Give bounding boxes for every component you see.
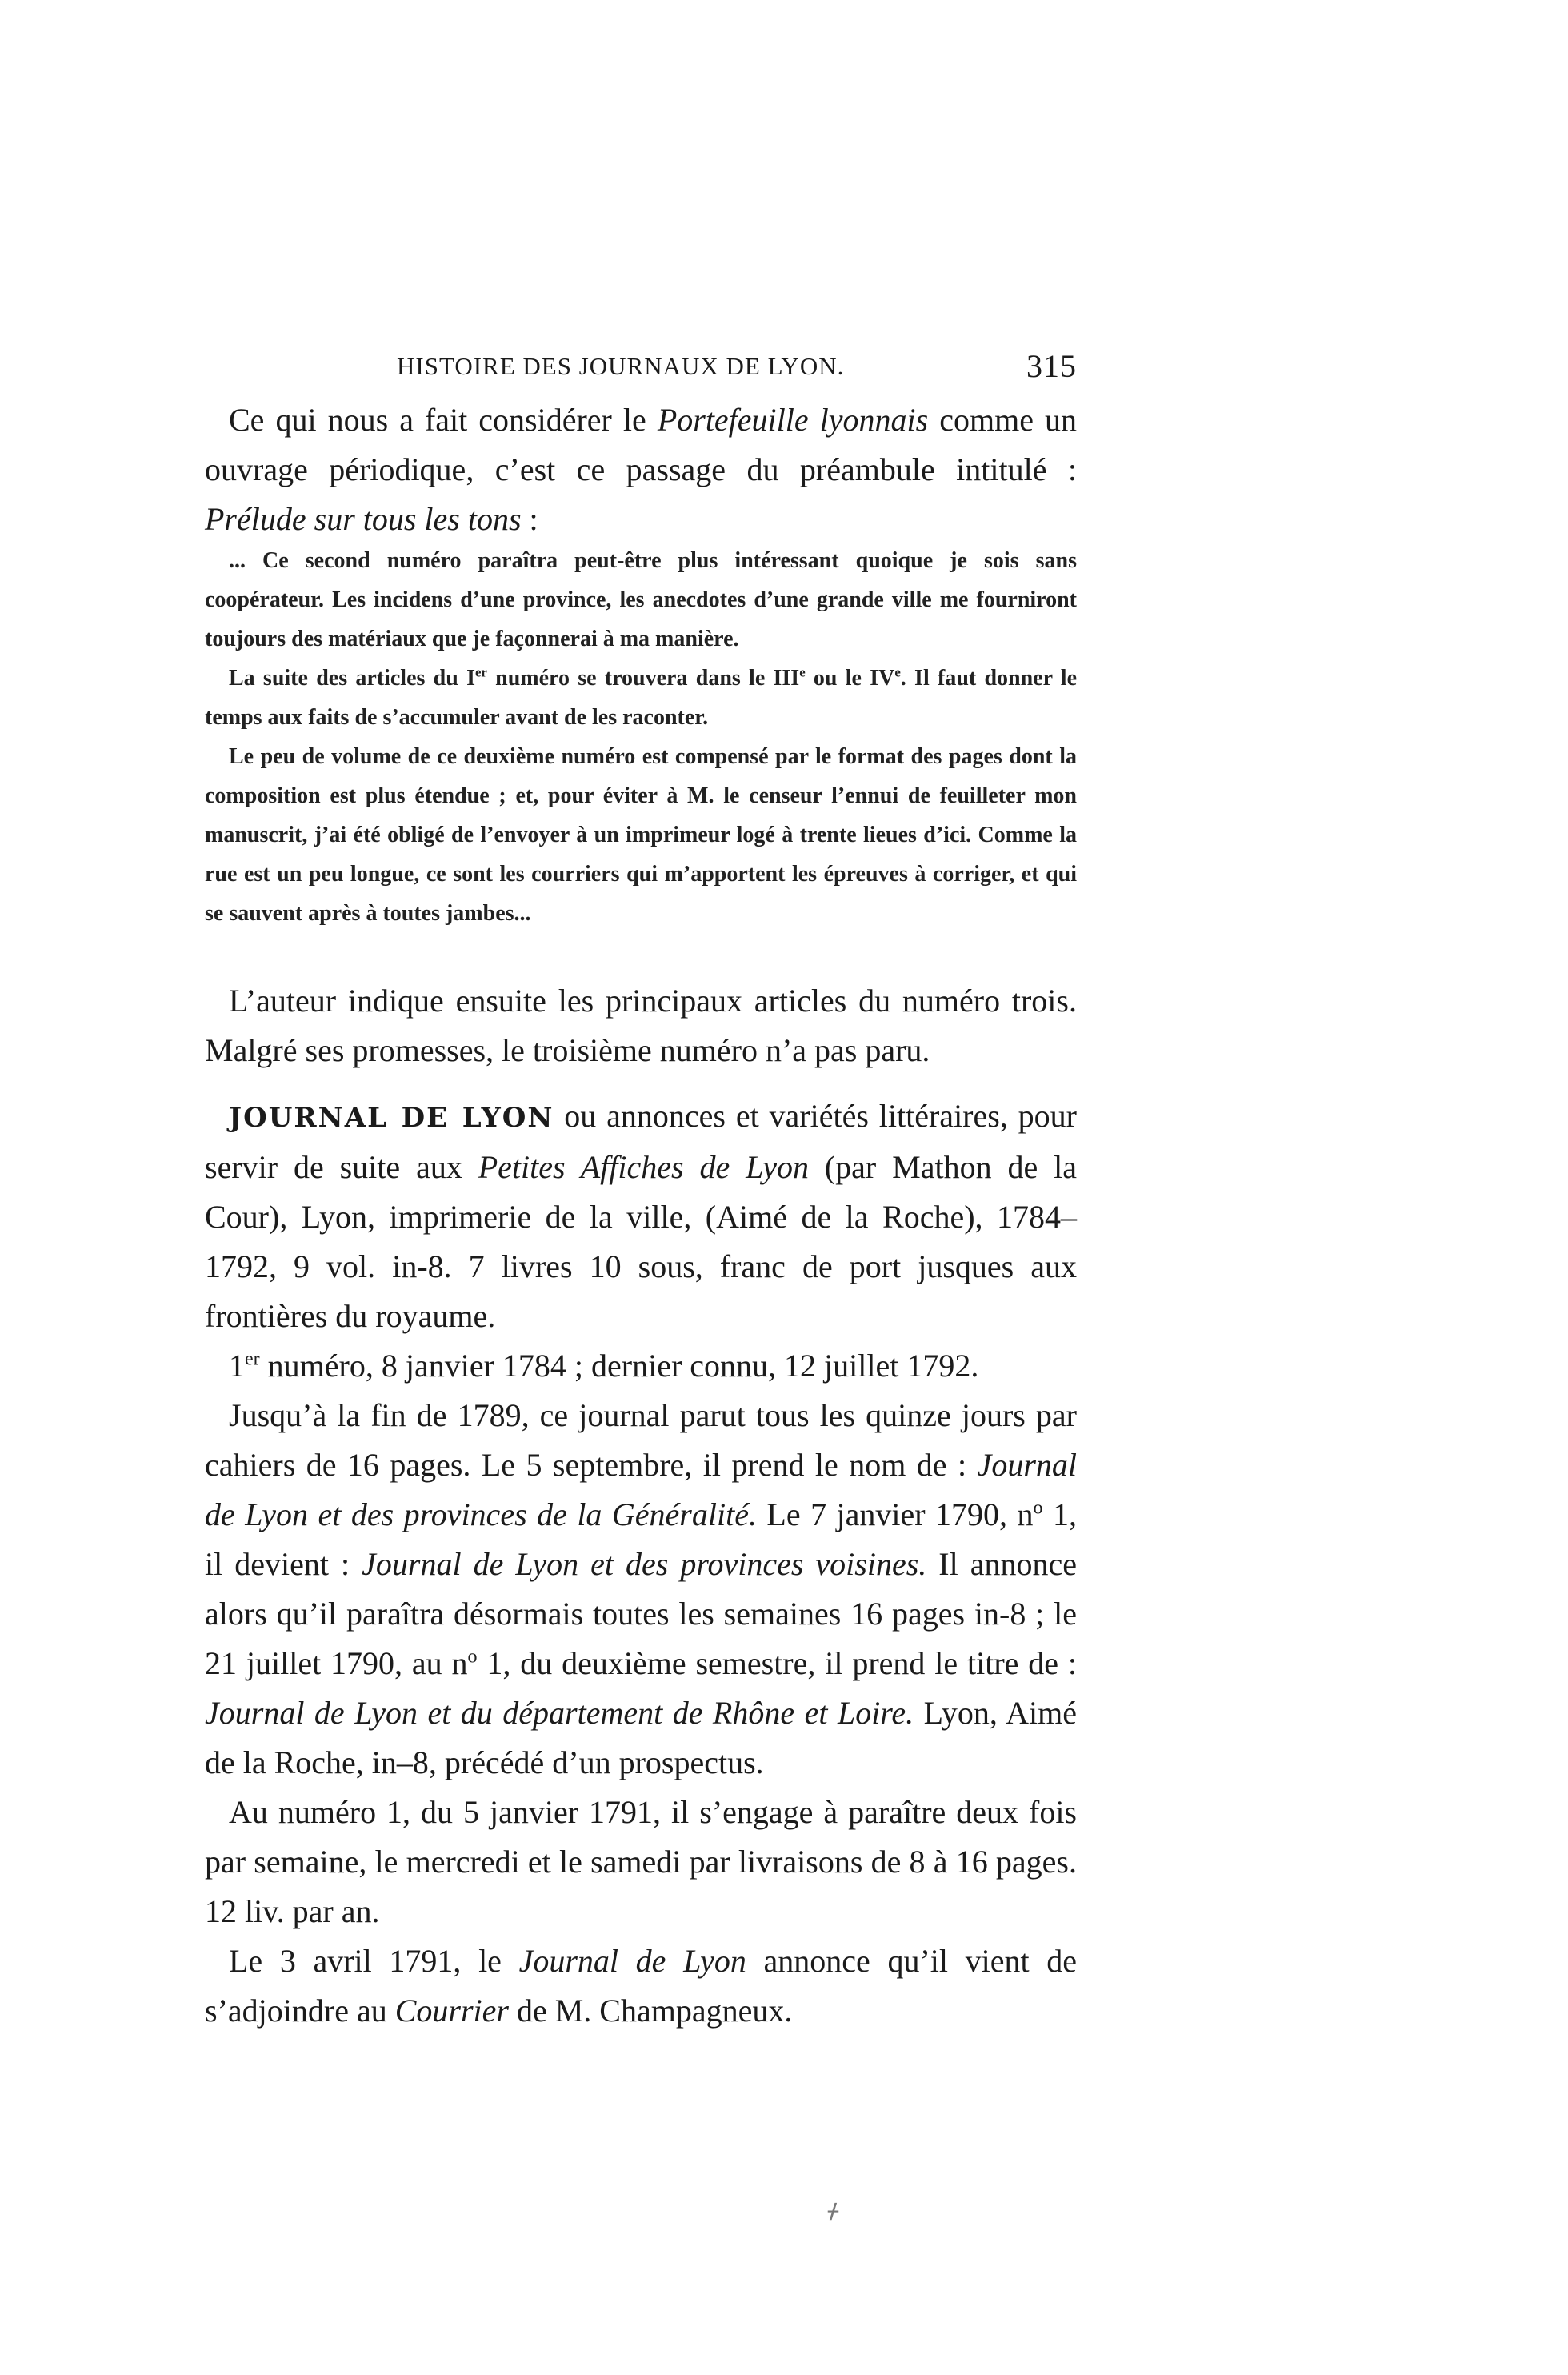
footer-mark: ᚋ bbox=[828, 2199, 838, 2222]
quote-paragraph-3: Le peu de volume de ce deuxième numéro est compensé par le format des pages dont la composition est plus étendue ; et, pour éviter à M. le censeur l’ennui de feuilleter mon manuscrit, j’ai été obligé de l’envoyer à un imprimeur logé à trente lieues d’ici. Comme la rue est un peu longue, ce sont les courriers qui m’apportent les épreuves à corriger, et qui se sauvent après à toutes jambes... bbox=[205, 744, 1077, 926]
quote-2-text-a: La suite des articles du I bbox=[229, 666, 475, 691]
entry-1-text-a: ou annonces et variétés littéraires, pour servir de suite aux bbox=[205, 1098, 1077, 1185]
quote-2-sup-3: e bbox=[894, 664, 901, 680]
quotation-block bbox=[205, 541, 1077, 933]
entry-3-sup-2: o bbox=[467, 1646, 478, 1668]
intro-italic-2: Prélude sur tous les tons bbox=[205, 501, 522, 537]
entry-3-text-d: Il annonce alors qu’il paraîtra désormais toutes les semaines 16 pages in-8 ; le 21 juillet 1790, au n bbox=[205, 1546, 1078, 1681]
intro-italic-1: Portefeuille lyonnais bbox=[657, 402, 929, 438]
entry-paragraph-1 bbox=[205, 1091, 1077, 1341]
entry-2-sup: er bbox=[245, 1348, 260, 1370]
after-quote-text: L’auteur indique ensuite les principaux articles du numéro trois. Malgré ses promesses, le troisième numéro n’a pas paru. bbox=[205, 983, 1077, 1068]
quote-2-sup-2: e bbox=[799, 664, 806, 680]
after-quote-paragraph bbox=[205, 976, 1077, 1075]
page-number: 315 bbox=[1026, 348, 1077, 384]
entry-5-italic-1: Journal de Lyon bbox=[518, 1943, 746, 1979]
entry-paragraph-3 bbox=[205, 1391, 1077, 1788]
entry-3-italic-1: Journal de Lyon et des provinces de la Généralité. bbox=[205, 1447, 1077, 1532]
entry-paragraph-5 bbox=[205, 1936, 1077, 2036]
entry-5-text-a: Le 3 avril 1791, le bbox=[229, 1943, 519, 1979]
entry-1-italic: Petites Affiches de Lyon bbox=[478, 1149, 809, 1185]
intro-text-1: Ce qui nous a fait considérer le bbox=[229, 402, 658, 438]
quote-paragraph-1: ... Ce second numéro paraîtra peut-être plus intéressant quoique je sois sans coopérateur. Les incidens d’une province, les anecdotes d’une grande ville me fourniront toujours des matériaux que je façonnerai à ma manière. bbox=[205, 548, 1077, 651]
journal-entry bbox=[205, 1091, 1077, 2036]
entry-title: JOURNAL DE LYON bbox=[229, 1102, 554, 1134]
entry-3-italic-3: Journal de Lyon et du département de Rhône et Loire. bbox=[205, 1695, 914, 1731]
running-title: HISTOIRE DES JOURNAUX DE LYON. bbox=[397, 352, 845, 380]
quote-paragraph-2 bbox=[205, 659, 1077, 737]
entry-5-text-c: de M. Champagneux. bbox=[508, 1993, 793, 2029]
entry-3-text-c: 1, il devient : bbox=[205, 1496, 1077, 1582]
entry-5-italic-2: Courrier bbox=[394, 1993, 509, 2029]
entry-paragraph-2 bbox=[205, 1341, 1077, 1391]
entry-1-text-b: (par Mathon de la Cour), Lyon, imprimerie de la ville, (Aimé de la Roche), 1784–1792, 9 vol. in-8. 7 livres 10 sous, franc de port jusques aux frontières du royaume. bbox=[205, 1149, 1077, 1334]
entry-3-text-f: Lyon, Aimé de la Roche, in–8, précédé d’un prospectus. bbox=[205, 1695, 1078, 1780]
quote-2-text-b: numéro se trouvera dans le III bbox=[486, 666, 800, 691]
intro-text-2: comme un ouvrage périodique, c’est ce passage du préambule intitulé : bbox=[205, 402, 1078, 487]
entry-3-text-e: 1, du deuxième semestre, il prend le titre de : bbox=[477, 1645, 1077, 1681]
entry-5-text-b: annonce qu’il vient de s’adjoindre au bbox=[205, 1943, 1078, 2029]
quote-2-text-d: . Il faut donner le temps aux faits de s’accumuler avant de les raconter. bbox=[205, 666, 1078, 730]
entry-2-text-a: 1 bbox=[229, 1348, 245, 1384]
entry-3-text-a: Jusqu’à la fin de 1789, ce journal parut tous les quinze jours par cahiers de 16 pages. Le 5 septembre, il prend le nom de : bbox=[205, 1397, 1077, 1483]
entry-3-sup-1: o bbox=[1033, 1497, 1043, 1519]
entry-3-text-b: Le 7 janvier 1790, n bbox=[756, 1496, 1034, 1532]
entry-3-italic-2: Journal de Lyon et des provinces voisines. bbox=[362, 1546, 927, 1582]
quote-2-text-c: ou le IV bbox=[805, 666, 895, 691]
intro-text-3: : bbox=[521, 501, 538, 537]
quote-2-sup-1: er bbox=[474, 664, 487, 680]
entry-2-text-b: numéro, 8 janvier 1784 ; dernier connu, 12 juillet 1792. bbox=[259, 1348, 979, 1384]
intro-paragraph bbox=[205, 395, 1077, 544]
entry-paragraph-4: Au numéro 1, du 5 janvier 1791, il s’engage à paraître deux fois par semaine, le mercredi et le samedi par livraisons de 8 à 16 pages. 12 liv. par an. bbox=[205, 1794, 1077, 1929]
